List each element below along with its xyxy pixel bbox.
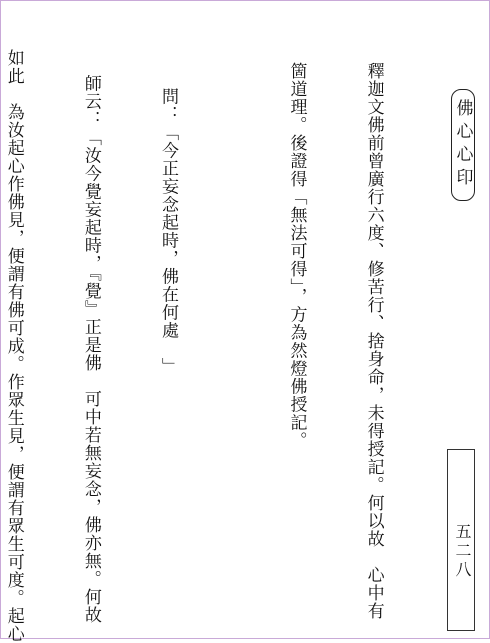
book-title-label: 佛心心印: [451, 89, 475, 201]
text-line: 箇道理。後證得「無法可得」，方為然燈佛授記。: [286, 49, 307, 450]
main-text-block: [3, 49, 437, 643]
text-line: 如此 為汝起心作佛見，便謂有佛可成。作眾生見，便謂有眾生可度。起心: [3, 49, 24, 643]
text-line: 師云：「汝今覺妄起時，『覺』正是佛 可中若無妄念，佛亦無。何故: [80, 49, 101, 625]
text-line: 釋迦文佛前曾廣行六度、修苦行、捨身命，未得授記。何以故 心中有: [363, 49, 384, 620]
page-number: 五二八: [447, 449, 475, 631]
text-line: 問：「今正妄念起時，佛在何處 」: [157, 49, 178, 376]
